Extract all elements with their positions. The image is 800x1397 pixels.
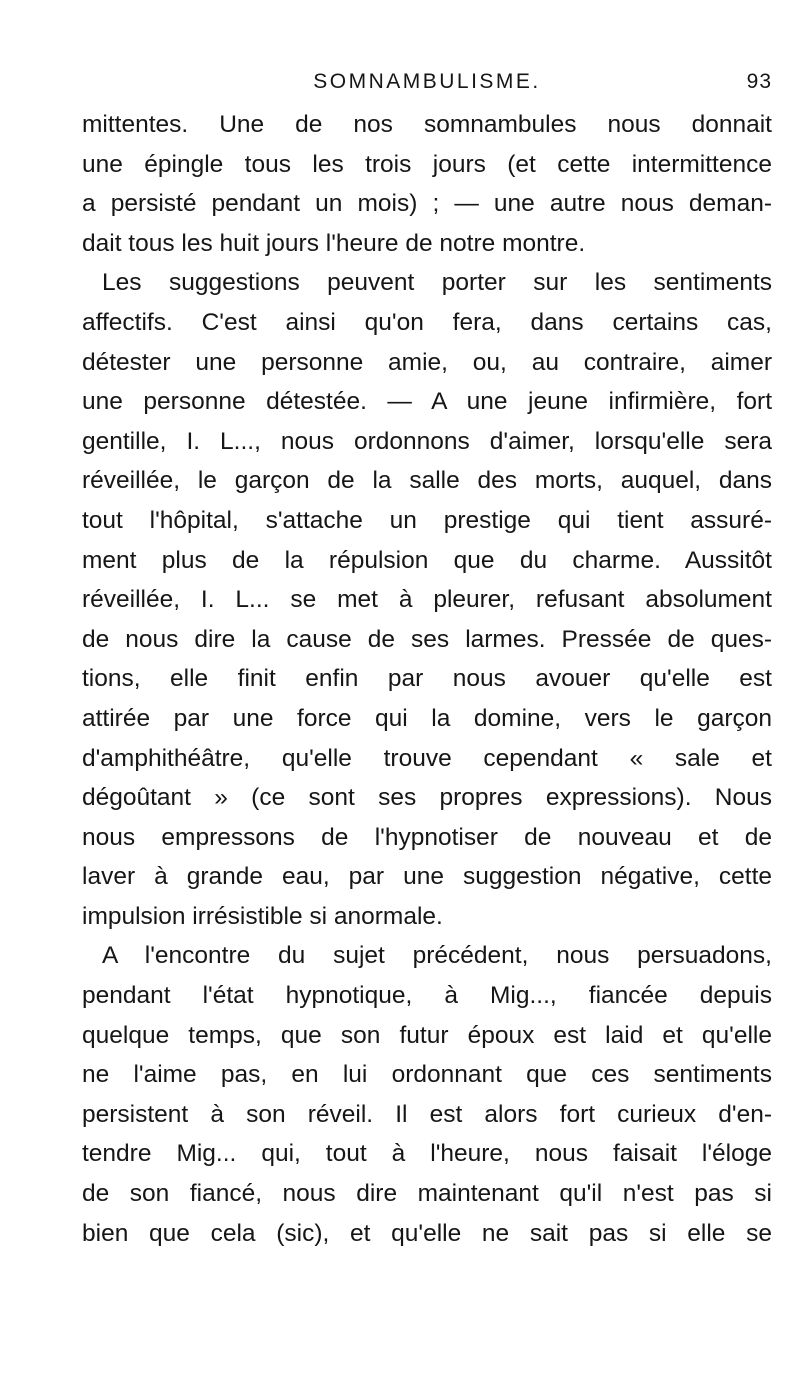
text-line: tout l'hôpital, s'attache un prestige qui tient assuré- [82,506,772,534]
text-line: gentille, I. L..., nous ordonnons d'aimer, lorsqu'elle sera [82,427,772,455]
text-line: mittentes. Une de nos somnambules nous donnait [82,111,772,138]
text-line: tendre Mig... qui, tout à l'heure, nous faisait l'éloge [82,1140,772,1168]
body-text [82,105,772,1253]
text-line: dait tous les huit jours l'heure de notre montre. [82,229,586,257]
text-line: réveillée, le garçon de la salle des morts, auquel, dans [82,467,772,495]
text-line: affectifs. C'est ainsi qu'on fera, dans certains cas, [82,308,772,336]
text-line: impulsion irrésistible si anormale. [82,902,443,930]
text-line: quelque temps, que son futur époux est laid et qu'elle [82,1021,772,1049]
text-line: d'amphithéâtre, qu'elle trouve cependant « sale et [82,744,772,772]
text-line: persistent à son réveil. Il est alors fort curieux d'en- [82,1100,772,1128]
text-line: une personne détestée. — A une jeune infirmière, fort [82,388,772,416]
text-line: ment plus de la répulsion que du charme. Aussitôt [82,546,772,574]
text-line: A l'encontre du sujet précédent, nous persuadons, [102,942,772,970]
text-line: ne l'aime pas, en lui ordonnant que ces sentiments [82,1061,772,1089]
text-line: de son fiancé, nous dire maintenant qu'il n'est pas si [82,1180,772,1208]
running-head [82,70,772,100]
page-number: 93 [746,70,772,93]
text-line: pendant l'état hypnotique, à Mig..., fiancée depuis [82,982,772,1010]
text-line: Les suggestions peuvent porter sur les sentiments [102,269,772,297]
text-line: réveillée, I. L... se met à pleurer, refusant absolument [82,586,772,614]
text-line: dégoûtant » (ce sont ses propres expressions). Nous [82,784,772,812]
running-title: SOMNAMBULISME. [313,70,541,93]
text-line: nous empressons de l'hypnotiser de nouveau et de [82,823,772,851]
text-line: détester une personne amie, ou, au contraire, aimer [82,348,772,376]
text-line: attirée par une force qui la domine, vers le garçon [82,704,772,732]
text-line: bien que cela (sic), et qu'elle ne sait pas si elle se [82,1219,772,1247]
text-line: a persisté pendant un mois) ; — une autre nous deman- [82,190,772,218]
text-line: laver à grande eau, par une suggestion négative, cette [82,863,772,891]
text-line: tions, elle finit enfin par nous avouer qu'elle est [82,665,772,693]
text-line: de nous dire la cause de ses larmes. Pressée de ques- [82,625,772,653]
text-line: une épingle tous les trois jours (et cette intermittence [82,150,772,178]
